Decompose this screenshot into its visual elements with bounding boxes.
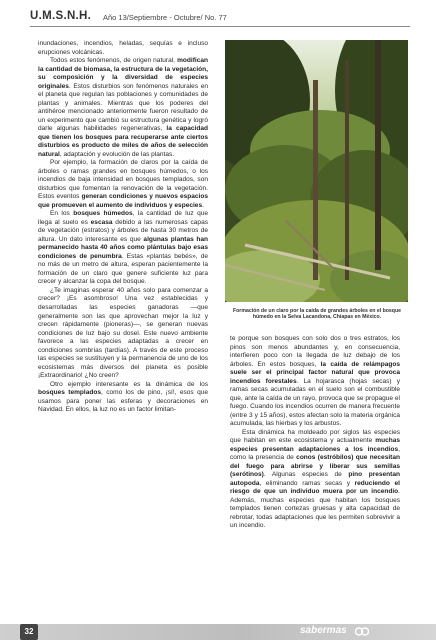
paragraph: Esta dinámica ha moldeado por siglos las especies que habitan en este ecosistema y actualmente muchas especies presentan adaptaciones a los incendios, como la presencia de conos (estróbilos) que necesitan del fuego para abrirse y liberar sus semillas (serótinos). Algunas especies de pino presentan autopoda, eliminando ramas secas y reduciendo el riesgo de que un individuo muera por un incendio. Además, muchas especies que habitan los bosques templados tienen cortezas gruesas y alta capacidad de rebrotar, todas adaptaciones que les permiten sobrevivir a un incendio. bbox=[230, 428, 400, 530]
running-header bbox=[30, 10, 410, 30]
header-divider bbox=[30, 26, 410, 27]
figure-caption: Formación de un claro por la caída de grandes árboles en el bosque húmedo en la Selva Lacandona, Chiapas en México. bbox=[232, 308, 402, 321]
footer-band bbox=[0, 624, 436, 640]
paragraph: inundaciones, incendios, heladas, sequías e incluso erupciones volcánicas. bbox=[38, 40, 208, 56]
forest-illustration bbox=[225, 40, 408, 302]
left-text-column bbox=[38, 40, 208, 415]
paragraph: En los bosques húmedos, la cantidad de luz que llega al suelo es escasa debido a las numerosas capas de vegetación (estratos) y árboles de hasta 30 metros de altura. Un dato interesante es que algunas plantas han permanecido hasta 40 años como plántulas bajo esas condiciones de penumbra. Estas «plantas bebés», de no más de un metro de altura, esperan pacientemente la formación de un claro que genere suficiente luz para crecer y alcanzar la copa del bosque. bbox=[38, 210, 209, 286]
paragraph: te porque son bosques con solo dos o tres estratos, los pinos son menos abundantes y, en consecuencia, interfieren poco con la llegada de luz debajo de los árboles. En estos bosques, la caída de relámpagos suele ser el principal factor natural que provoca incendios forestales. La hojarasca (hojas secas) y ramas secas acumuladas en el suelo son el combustible que, ante la caída de un rayo, provoca que se propague el fuego. Cuando los incendios ocurren de manera frecuente (entre 3 y 15 años), estos afectan solo la materia orgánica acumulada, las hierbas y los arbustos. bbox=[230, 335, 400, 428]
paragraph: Otro ejemplo interesante es la dinámica de los bosques templados, como los de pino, ¡sí!, esos que usamos para poner las esferas y decoraciones en Navidad. En ellos, la luz no es un factor limitan- bbox=[38, 380, 209, 414]
issue-info: Año 13/Septiembre - Octubre/ No. 77 bbox=[103, 13, 227, 22]
page-number: 32 bbox=[20, 624, 38, 640]
forest-clearing-photo bbox=[225, 40, 408, 302]
right-text-column bbox=[230, 335, 400, 531]
paragraph: Por ejemplo, la formación de claros por la caída de árboles o ramas grandes en bosques húmedos, o los incendios de baja intensidad en bosques templados, son disturbios que fomentan la renovación de la vegetación. Estos eventos generan condiciones y nuevos espacios que promueven el aumento de individuos y especies. bbox=[38, 159, 208, 209]
paragraph: ¿Te imaginas esperar 40 años solo para comenzar a crecer? ¡Es asombroso! Una vez establecidas y desarrolladas las especies ganadoras —que generalmente son las que aprovechan mejor la luz y crecen rápidamente (pioneras)—, se generan nuevas condiciones de luz bajo su dosel. Este nuevo ambiente favorece a las especies adaptadas a crecer en condiciones sombrías (tardías). A través de este proceso las especies se sustituyen y la permanencia de uno de los ecosistemas más diversos del planeta es posible ¡Extraordinario! ¿No creen? bbox=[38, 286, 208, 380]
brand-logo-text: sabermas bbox=[300, 625, 347, 636]
paragraph: Todos estos fenómenos, de origen natural, modifican la cantidad de biomasa, la estructura de la vegetación, su composición y la diversidad de especies originales. Estos disturbios son fenómenos naturales en el planeta que regulan las poblaciones y comunidades de plantas y animales. Mientras que los poderes del antihéroe mencionado anteriormente fueron resultado de un experimento que cambió su estructura genética y logró darle algunas habilidades regenerativas, la capacidad que tienen los bosques para recuperarse ante ciertos disturbios es producto de miles de años de selección natural, adaptación y evolución de las plantas. bbox=[38, 57, 208, 158]
journal-title: U.M.S.N.H. bbox=[30, 10, 92, 22]
brand-logo-icon bbox=[355, 626, 369, 637]
